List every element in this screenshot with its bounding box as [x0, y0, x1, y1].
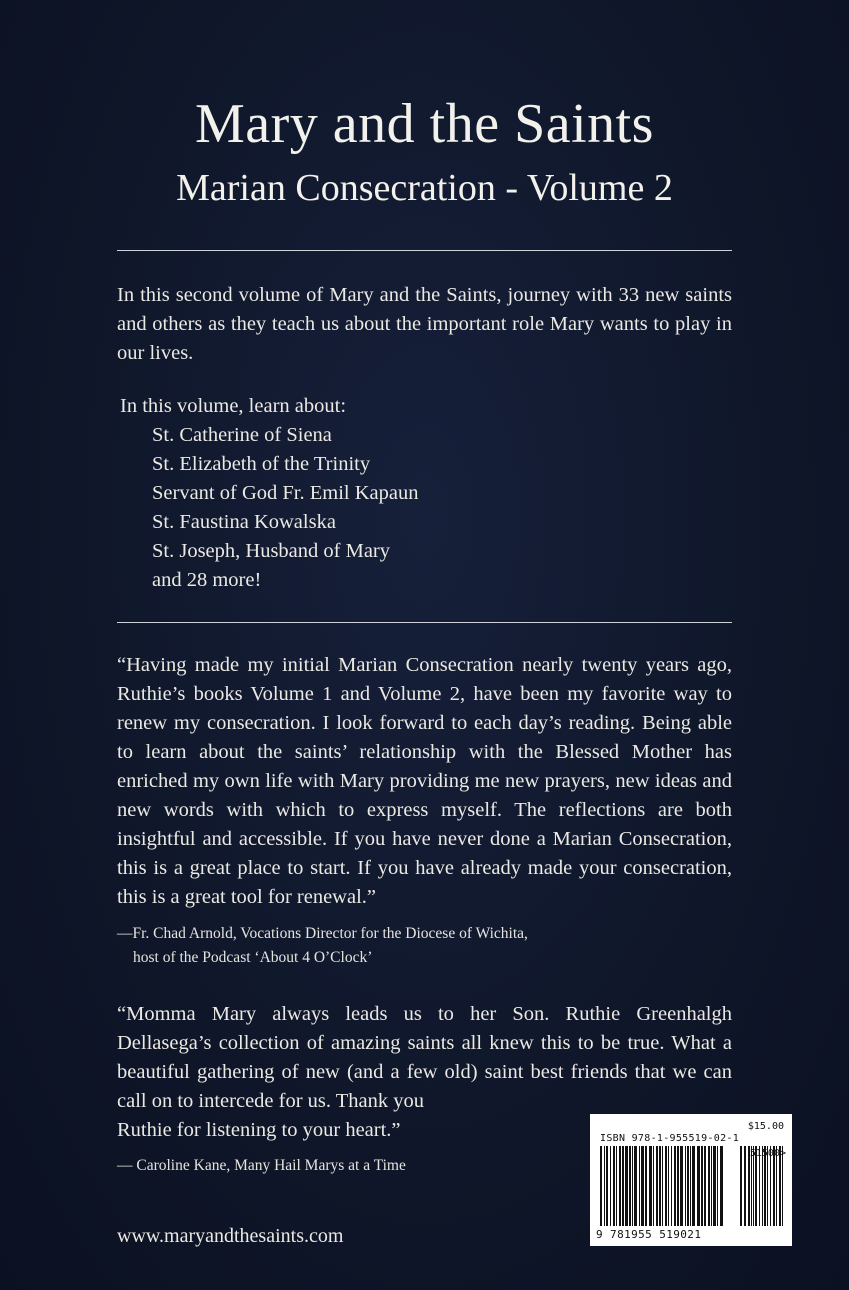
divider-middle [117, 622, 732, 623]
website-url: www.maryandthesaints.com [117, 1225, 344, 1247]
quote-2-last-line: Ruthie for listening to your heart.” [117, 1119, 401, 1141]
saints-list-item: Servant of God Fr. Emil Kapaun [152, 482, 419, 504]
endorsement-attribution-2: — Caroline Kane, Many Hail Marys at a Time [117, 1157, 406, 1174]
price-label: $15.00 [747, 1121, 784, 1132]
attribution-line-1: —Fr. Chad Arnold, Vocations Director for the Diocese of Wichita, [117, 925, 528, 942]
endorsement-attribution-1 [117, 922, 528, 970]
isbn-barcode-box [590, 1114, 792, 1246]
saints-list-item: St. Elizabeth of the Trinity [152, 453, 371, 475]
saints-list-item: St. Catherine of Siena [152, 424, 332, 446]
barcode-digits: 9 781955 519021 [596, 1228, 702, 1241]
book-title: Mary and the Saints [195, 93, 654, 155]
attribution-line-2: host of the Podcast ‘About 4 O’Clock’ [133, 949, 373, 966]
intro-paragraph: In this second volume of Mary and the Saints, journey with 33 new saints and others as they teach us about the important role Mary wants to play in our lives. [117, 284, 732, 364]
saints-list-item: and 28 more! [152, 569, 262, 591]
book-subtitle: Marian Consecration - Volume 2 [176, 167, 673, 209]
endorsement-quote-1: “Having made my initial Marian Consecration nearly twenty years ago, Ruthie’s books Volume 1 and Volume 2, have been my favorite way to renew my consecration. I look forward to each day’s reading. Being able to learn about the saints’ relationship with the Blessed Mother has enriched my own life with Mary providing me new prayers, new ideas and new words with which to express myself. The reflections are both insightful and accessible. If you have never done a Marian Consecration, this is a great place to start. If you have already made your consecration, this is a great tool for renewal.” [117, 654, 732, 908]
divider-top [117, 250, 732, 251]
saints-list-item: St. Joseph, Husband of Mary [152, 540, 391, 562]
saints-list-item: St. Faustina Kowalska [152, 511, 336, 533]
price-code: 51500> [749, 1148, 786, 1159]
quote-2-body: “Momma Mary always leads us to her Son. Ruthie Greenhalgh Dellasega’s collection of amazing saints all knew this to be true. What a beautiful gathering of new (and a few old) saint best friends that we can call on to intercede for us. Thank you [117, 1003, 732, 1112]
isbn-label: ISBN 978-1-955519-02-1 [600, 1133, 740, 1144]
saints-list-lead: In this volume, learn about: [120, 395, 347, 417]
saints-list [117, 392, 732, 595]
